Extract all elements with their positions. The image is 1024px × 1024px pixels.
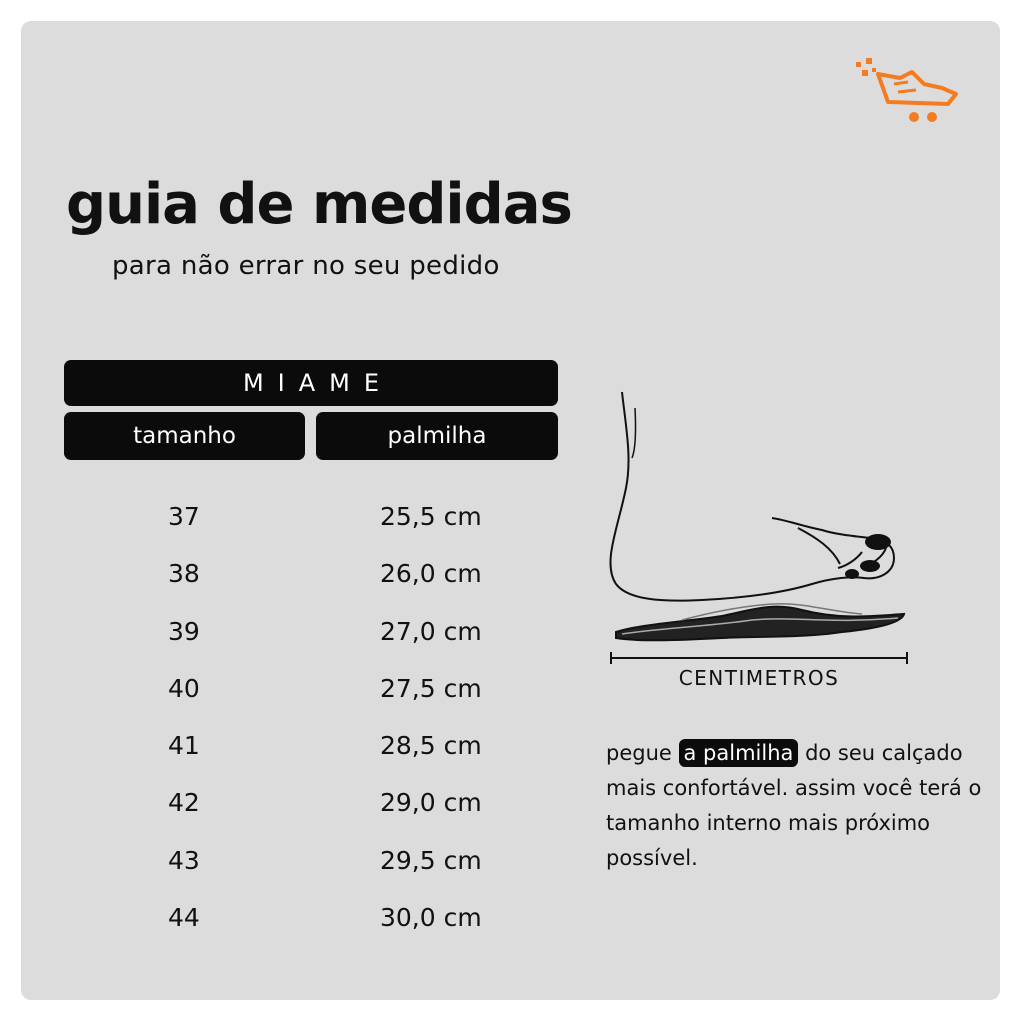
brand-header bbox=[64, 360, 558, 406]
table-row bbox=[64, 545, 558, 602]
tip-highlight: a palmilha bbox=[679, 739, 799, 767]
size-value: 37 bbox=[168, 502, 200, 531]
table-row bbox=[64, 603, 558, 660]
insole-value: 26,0 cm bbox=[380, 559, 482, 589]
column-header-size-label: tamanho bbox=[133, 423, 236, 449]
insole-value: 25,5 cm bbox=[380, 502, 482, 531]
tip-text-start: pegue bbox=[606, 741, 679, 765]
size-value: 41 bbox=[168, 731, 200, 761]
insole-value: 29,0 cm bbox=[380, 788, 482, 818]
shoe-cart-icon bbox=[852, 54, 960, 126]
size-value: 40 bbox=[168, 673, 200, 703]
brand-name: MIAME bbox=[242, 369, 394, 397]
page-subtitle: para não errar no seu pedido bbox=[112, 251, 500, 281]
column-header-insole-label: palmilha bbox=[387, 423, 487, 449]
column-header-size bbox=[64, 412, 305, 460]
size-value: 44 bbox=[168, 903, 200, 933]
size-value: 43 bbox=[168, 845, 200, 875]
insole-value: 27,5 cm bbox=[380, 673, 482, 703]
foot-on-insole-illustration bbox=[602, 388, 912, 648]
table-row bbox=[64, 889, 558, 946]
table-row bbox=[64, 774, 558, 831]
size-table bbox=[64, 488, 558, 946]
page-title: guia de medidas bbox=[66, 172, 572, 237]
insole-value: 30,0 cm bbox=[380, 903, 482, 933]
insole-value: 29,5 cm bbox=[380, 845, 482, 875]
size-value: 42 bbox=[168, 788, 200, 818]
table-row bbox=[64, 832, 558, 889]
table-row bbox=[64, 660, 558, 717]
insole-value: 27,0 cm bbox=[380, 616, 482, 646]
table-row bbox=[64, 717, 558, 774]
table-row bbox=[64, 488, 558, 545]
column-header-insole bbox=[316, 412, 558, 460]
size-value: 39 bbox=[168, 616, 200, 646]
ruler-line bbox=[610, 650, 908, 666]
tip-text-end: do seu calçado mais confortável. assim você terá o tamanho interno mais próximo possível. bbox=[606, 741, 982, 870]
measuring-tip bbox=[606, 736, 996, 876]
ruler-label: CENTIMETROS bbox=[678, 666, 840, 690]
insole-value: 28,5 cm bbox=[380, 731, 482, 761]
size-value: 38 bbox=[168, 559, 200, 589]
